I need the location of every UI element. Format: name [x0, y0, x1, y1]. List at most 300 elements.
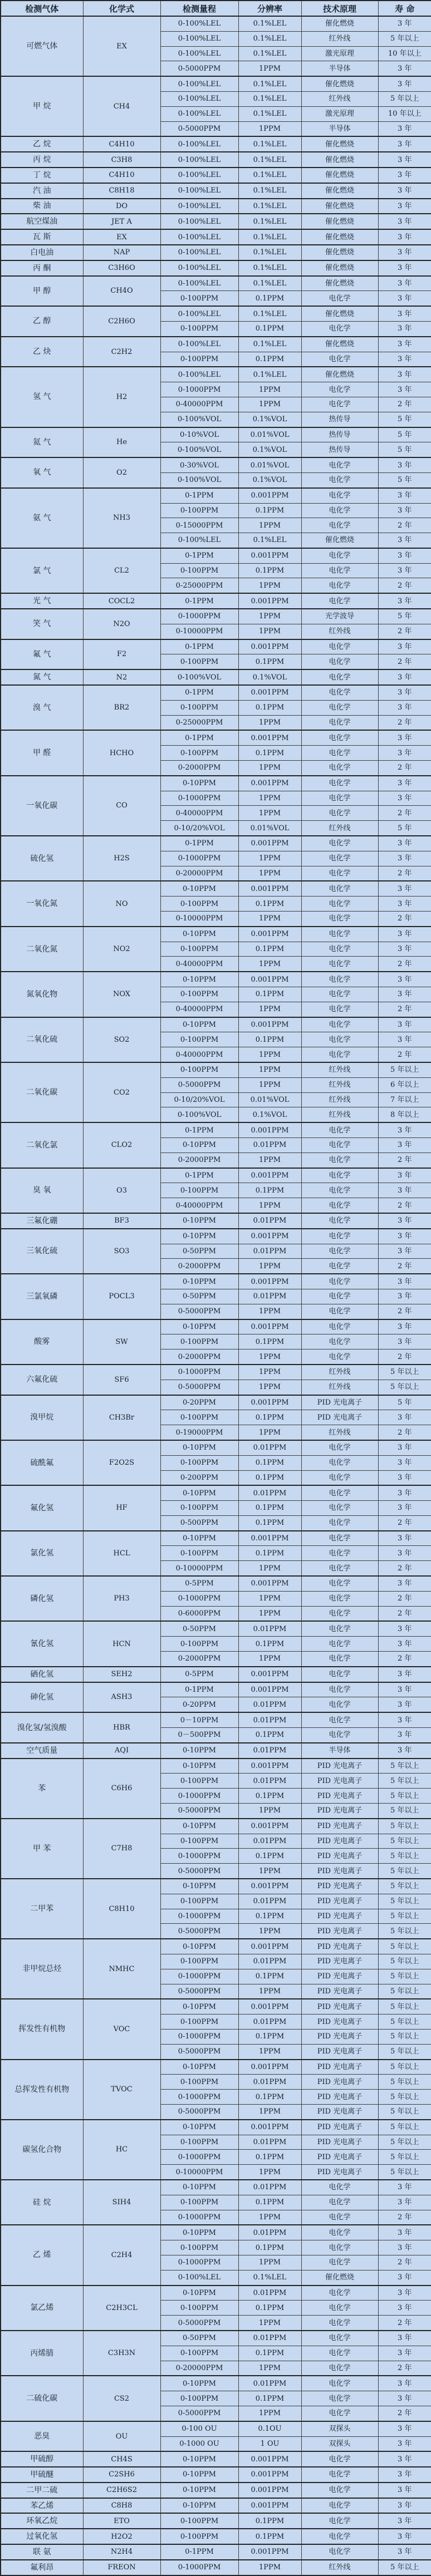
- gas-name-cell: 臭 氧: [1, 1168, 83, 1213]
- principle-cell: 电化学: [301, 1289, 378, 1304]
- principle-cell: 电化学: [301, 1531, 378, 1546]
- principle-cell: 电化学: [301, 2195, 378, 2210]
- lifespan-cell: 3 年: [378, 1183, 431, 1198]
- principle-cell: 电化学: [301, 2376, 378, 2391]
- gas-name-cell: 氮 气: [1, 669, 83, 685]
- lifespan-cell: 3 年: [378, 746, 431, 761]
- range-cell: 0-5000PPM: [160, 1984, 238, 1999]
- lifespan-cell: 5 年: [378, 821, 431, 836]
- gas-name-cell: 酸雾: [1, 1319, 83, 1365]
- principle-cell: 催化燃烧: [301, 168, 378, 183]
- resolution-cell: 1PPM: [238, 1077, 301, 1092]
- table-row: [1, 337, 431, 352]
- range-cell: 0-10PPM: [160, 1137, 238, 1152]
- lifespan-cell: 3 年: [378, 1485, 431, 1500]
- gas-name-cell: 恶臭: [1, 2421, 83, 2452]
- range-cell: 0-5000PPM: [160, 1864, 238, 1879]
- range-cell: 0-1000PPM: [160, 1789, 238, 1804]
- range-cell: 0-100PPM: [160, 1546, 238, 1561]
- gas-name-cell: 甲硫醇: [1, 2451, 83, 2467]
- lifespan-cell: 5 年以上: [378, 1380, 431, 1395]
- lifespan-cell: 5 年以上: [378, 1999, 431, 2014]
- range-cell: 0-2000PPM: [160, 761, 238, 776]
- lifespan-cell: 6 年以上: [378, 1077, 431, 1092]
- range-cell: 0-100%LEL: [160, 276, 238, 291]
- lifespan-cell: 3 年: [378, 548, 431, 563]
- principle-cell: PID 光电离子: [301, 1774, 378, 1789]
- principle-cell: 电化学: [301, 1198, 378, 1213]
- principle-cell: 电化学: [301, 1244, 378, 1259]
- resolution-cell: 0.1PPM: [238, 563, 301, 578]
- resolution-cell: 0.1PPM: [238, 1455, 301, 1470]
- table-row: [1, 1062, 431, 1077]
- lifespan-cell: 2 年: [378, 715, 431, 730]
- table-row: [1, 1213, 431, 1229]
- resolution-cell: 0.01PPM: [238, 1697, 301, 1712]
- formula-cell: C8H8: [83, 2498, 160, 2514]
- range-cell: 0-100PPM: [160, 2513, 238, 2529]
- lifespan-cell: 2 年: [378, 1002, 431, 1017]
- lifespan-cell: 3 年: [378, 306, 431, 321]
- range-cell: 0-10/20%VOL: [160, 821, 238, 836]
- principle-cell: 热传导: [301, 412, 378, 427]
- formula-cell: NAP: [83, 245, 160, 260]
- resolution-cell: 0.1PPM: [238, 1410, 301, 1425]
- table-row: [1, 836, 431, 851]
- table-row: [1, 685, 431, 700]
- principle-cell: 电化学: [301, 1032, 378, 1047]
- principle-cell: PID 光电离子: [301, 1819, 378, 1834]
- gas-name-cell: 硫酰氟: [1, 1440, 83, 1485]
- principle-cell: 电化学: [301, 2529, 378, 2544]
- formula-cell: CH3Br: [83, 1395, 160, 1440]
- resolution-cell: 0.01PPM: [238, 2135, 301, 2150]
- principle-cell: 电化学: [301, 1274, 378, 1289]
- principle-cell: PID 光电离子: [301, 1804, 378, 1819]
- resolution-cell: 0.1PPM: [238, 2090, 301, 2105]
- principle-cell: PID 光电离子: [301, 1410, 378, 1425]
- principle-cell: 双探头: [301, 2421, 378, 2436]
- principle-cell: 催化燃烧: [301, 229, 378, 245]
- resolution-cell: 0.001PPM: [238, 2467, 301, 2483]
- lifespan-cell: 2 年: [378, 1606, 431, 1621]
- resolution-cell: 0.1PPM: [238, 1849, 301, 1864]
- resolution-cell: 0.001PPM: [238, 2544, 301, 2560]
- formula-cell: TVOC: [83, 2060, 160, 2120]
- principle-cell: 电化学: [301, 881, 378, 896]
- resolution-cell: 0.1PPM: [238, 2391, 301, 2406]
- lifespan-cell: 3 年: [378, 229, 431, 245]
- formula-cell: F2O2S: [83, 1440, 160, 1485]
- table-row: [1, 593, 431, 609]
- gas-name-cell: 碳氢化合物: [1, 2120, 83, 2180]
- gas-name-cell: 乙 炔: [1, 337, 83, 367]
- lifespan-cell: 5 年以上: [378, 1879, 431, 1894]
- resolution-cell: 0.1%LEL: [238, 306, 301, 321]
- principle-cell: 电化学: [301, 866, 378, 881]
- principle-cell: 红外线: [301, 1107, 378, 1122]
- principle-cell: 电化学: [301, 1667, 378, 1682]
- range-cell: 0-1000PPM: [160, 1969, 238, 1984]
- lifespan-cell: 3 年: [378, 1017, 431, 1032]
- table-row: [1, 2225, 431, 2240]
- resolution-cell: 0.01PPM: [238, 2180, 301, 2195]
- resolution-cell: 1PPM: [238, 1804, 301, 1819]
- lifespan-cell: 3 年: [378, 987, 431, 1002]
- formula-cell: SIH4: [83, 2180, 160, 2225]
- formula-cell: NO: [83, 881, 160, 926]
- range-cell: 0-10PPM: [160, 776, 238, 791]
- range-cell: 0-1000PPM: [160, 382, 238, 397]
- formula-cell: CLO2: [83, 1122, 160, 1168]
- formula-cell: NMHC: [83, 1939, 160, 1999]
- gas-name-cell: 甲 醇: [1, 276, 83, 307]
- lifespan-cell: 3 年: [378, 836, 431, 851]
- formula-cell: C2H4: [83, 2225, 160, 2285]
- principle-cell: 电化学: [301, 1440, 378, 1455]
- range-cell: 0-100%LEL: [160, 152, 238, 168]
- range-cell: 0-40000PPM: [160, 1198, 238, 1213]
- principle-cell: 电化学: [301, 563, 378, 578]
- resolution-cell: 1PPM: [238, 912, 301, 927]
- range-cell: 0-20000PPM: [160, 2361, 238, 2376]
- range-cell: 0-1000PPM: [160, 851, 238, 866]
- table-row: [1, 229, 431, 245]
- principle-cell: PID 光电离子: [301, 1909, 378, 1924]
- range-cell: 0-100%LEL: [160, 337, 238, 352]
- range-cell: 0-100 OU: [160, 2421, 238, 2436]
- gas-name-cell: 二甲苯: [1, 1879, 83, 1939]
- lifespan-cell: 3 年: [378, 1728, 431, 1743]
- range-cell: 0-100PPM: [160, 1410, 238, 1425]
- resolution-cell: 0.1PPM: [238, 321, 301, 336]
- range-cell: 0-10PPM: [160, 2120, 238, 2135]
- range-cell: 0-19000PPM: [160, 1425, 238, 1440]
- resolution-cell: 1PPM: [238, 1365, 301, 1380]
- resolution-cell: 0.1%LEL: [238, 260, 301, 276]
- resolution-cell: 0.001PPM: [238, 1667, 301, 1682]
- range-cell: 0-40000PPM: [160, 397, 238, 412]
- gas-name-cell: 甲 醛: [1, 730, 83, 775]
- range-cell: 0-5000PPM: [160, 2406, 238, 2421]
- resolution-cell: 0.001PPM: [238, 1122, 301, 1137]
- range-cell: 0-100%LEL: [160, 16, 238, 31]
- gas-name-cell: 硒化氢: [1, 1667, 83, 1682]
- principle-cell: 电化学: [301, 746, 378, 761]
- resolution-cell: 1PPM: [238, 2316, 301, 2331]
- range-cell: 0-5000PPM: [160, 2044, 238, 2059]
- resolution-cell: 0.1PPM: [238, 1637, 301, 1652]
- range-cell: 0-1000PPM: [160, 2090, 238, 2105]
- resolution-cell: 0.1%LEL: [238, 199, 301, 214]
- lifespan-cell: 3 年: [378, 1455, 431, 1470]
- principle-cell: PID 光电离子: [301, 2104, 378, 2119]
- lifespan-cell: 3 年: [378, 152, 431, 168]
- formula-cell: SO2: [83, 1017, 160, 1062]
- resolution-cell: 0.001PPM: [238, 1819, 301, 1834]
- resolution-cell: 1PPM: [238, 624, 301, 639]
- range-cell: 0-100PPM: [160, 2529, 238, 2544]
- formula-cell: C2SH6: [83, 2467, 160, 2483]
- table-row: [1, 639, 431, 654]
- lifespan-cell: 5 年以上: [378, 2075, 431, 2090]
- formula-cell: HC: [83, 2120, 160, 2180]
- range-cell: 0-100%LEL: [160, 2270, 238, 2285]
- principle-cell: 电化学: [301, 2406, 378, 2421]
- formula-cell: CO2: [83, 1062, 160, 1122]
- principle-cell: 电化学: [301, 1334, 378, 1349]
- principle-cell: 电化学: [301, 987, 378, 1002]
- principle-cell: PID 光电离子: [301, 2075, 378, 2090]
- lifespan-cell: 2 年: [378, 1152, 431, 1168]
- range-cell: 0-100%LEL: [160, 245, 238, 260]
- lifespan-cell: 2 年: [378, 1304, 431, 1319]
- resolution-cell: 1PPM: [238, 382, 301, 397]
- range-cell: 0-1000PPM: [160, 1365, 238, 1380]
- range-cell: 0-100PPM: [160, 2391, 238, 2406]
- resolution-cell: 0.001PPM: [238, 488, 301, 503]
- table-row: [1, 669, 431, 685]
- principle-cell: PID 光电离子: [301, 1834, 378, 1849]
- lifespan-cell: 3 年: [378, 291, 431, 306]
- lifespan-cell: 3 年: [378, 1667, 431, 1682]
- lifespan-cell: 3 年: [378, 1682, 431, 1697]
- principle-cell: 电化学: [301, 851, 378, 866]
- resolution-cell: 0.001PPM: [238, 1879, 301, 1894]
- resolution-cell: 0.01PPM: [238, 1954, 301, 1969]
- lifespan-cell: 2 年: [378, 1198, 431, 1213]
- lifespan-cell: 3 年: [378, 563, 431, 578]
- table-row: [1, 2467, 431, 2483]
- principle-cell: 电化学: [301, 397, 378, 412]
- formula-cell: H2: [83, 367, 160, 427]
- lifespan-cell: 3 年: [378, 1743, 431, 1759]
- principle-cell: 催化燃烧: [301, 152, 378, 168]
- range-cell: 0-10PPM: [160, 2498, 238, 2514]
- range-cell: 0-10PPM: [160, 1319, 238, 1334]
- resolution-cell: 0.01PPM: [238, 1774, 301, 1789]
- lifespan-cell: 5 年以上: [378, 1939, 431, 1954]
- range-cell: 0-10PPM: [160, 2451, 238, 2467]
- range-cell: 0-100PPM: [160, 2301, 238, 2316]
- range-cell: 0-5000PPM: [160, 2104, 238, 2119]
- lifespan-cell: 3 年: [378, 593, 431, 609]
- formula-cell: C7H8: [83, 1819, 160, 1879]
- gas-name-cell: 光 气: [1, 593, 83, 609]
- principle-cell: 电化学: [301, 2498, 378, 2514]
- principle-cell: 电化学: [301, 2316, 378, 2331]
- resolution-cell: 0.1PPM: [238, 987, 301, 1002]
- range-cell: 0-100PPM: [160, 352, 238, 367]
- table-row: [1, 1879, 431, 1894]
- formula-cell: C2H6O: [83, 306, 160, 337]
- gas-name-cell: 硅 烷: [1, 2180, 83, 2225]
- table-row: [1, 1274, 431, 1289]
- lifespan-cell: 5 年以上: [378, 1924, 431, 1939]
- lifespan-cell: 2 年: [378, 1425, 431, 1440]
- table-row: [1, 730, 431, 745]
- formula-cell: C8H10: [83, 1879, 160, 1939]
- principle-cell: 电化学: [301, 2391, 378, 2406]
- principle-cell: PID 光电离子: [301, 2060, 378, 2075]
- table-row: [1, 1122, 431, 1137]
- resolution-cell: 1 OU: [238, 2436, 301, 2451]
- range-cell: 0-500PPM: [160, 1515, 238, 1530]
- lifespan-cell: 3 年: [378, 942, 431, 957]
- formula-cell: SEH2: [83, 1667, 160, 1682]
- lifespan-cell: 5 年以上: [378, 1789, 431, 1804]
- lifespan-cell: 5 年以上: [378, 2029, 431, 2044]
- range-cell: 0-100PPM: [160, 563, 238, 578]
- formula-cell: ETO: [83, 2513, 160, 2529]
- range-cell: 0-100PPM: [160, 700, 238, 715]
- resolution-cell: 1PPM: [238, 2361, 301, 2376]
- range-cell: 0-10PPM: [160, 1939, 238, 1954]
- lifespan-cell: 3 年: [378, 2544, 431, 2560]
- table-row: [1, 1485, 431, 1500]
- principle-cell: 电化学: [301, 761, 378, 776]
- formula-cell: BF3: [83, 1213, 160, 1229]
- lifespan-cell: 3 年: [378, 2498, 431, 2514]
- principle-cell: 电化学: [301, 2451, 378, 2467]
- principle-cell: 电化学: [301, 2301, 378, 2316]
- principle-cell: PID 光电离子: [301, 2135, 378, 2150]
- principle-cell: 电化学: [301, 1152, 378, 1168]
- column-header: 寿 命: [378, 1, 431, 16]
- principle-cell: 激光原理: [301, 46, 378, 61]
- gas-name-cell: 氢 气: [1, 367, 83, 427]
- table-row: [1, 245, 431, 260]
- principle-cell: 热传导: [301, 427, 378, 442]
- table-row: [1, 1365, 431, 1380]
- range-cell: 0-10PPM: [160, 2060, 238, 2075]
- principle-cell: PID 光电离子: [301, 2120, 378, 2135]
- range-cell: 0-100%VOL: [160, 442, 238, 457]
- resolution-cell: 0.001PPM: [238, 1939, 301, 1954]
- resolution-cell: 0.1PPM: [238, 700, 301, 715]
- resolution-cell: 0.01PPM: [238, 2286, 301, 2301]
- resolution-cell: 0.1PPM: [238, 1546, 301, 1561]
- gas-name-cell: 氦 气: [1, 427, 83, 458]
- range-cell: 0-10PPM: [160, 881, 238, 896]
- lifespan-cell: 3 年: [378, 1032, 431, 1047]
- principle-cell: 电化学: [301, 2240, 378, 2255]
- lifespan-cell: 5 年: [378, 427, 431, 442]
- resolution-cell: 0.01PPM: [238, 2225, 301, 2240]
- principle-cell: 电化学: [301, 1168, 378, 1183]
- principle-cell: 电化学: [301, 1728, 378, 1743]
- resolution-cell: 0.1PPM: [238, 1501, 301, 1516]
- resolution-cell: 1PPM: [238, 2104, 301, 2119]
- resolution-cell: 0.01PPM: [238, 2075, 301, 2090]
- lifespan-cell: 3 年: [378, 1697, 431, 1712]
- gas-name-cell: 瓦 斯: [1, 229, 83, 245]
- formula-cell: ASH3: [83, 1682, 160, 1713]
- principle-cell: 电化学: [301, 2331, 378, 2346]
- resolution-cell: 0.1%LEL: [238, 229, 301, 245]
- table-body: [1, 16, 431, 2575]
- formula-cell: C2H6S2: [83, 2483, 160, 2498]
- range-cell: 0-10/20%VOL: [160, 1092, 238, 1107]
- table-row: [1, 1017, 431, 1032]
- principle-cell: 电化学: [301, 457, 378, 472]
- lifespan-cell: 5 年以上: [378, 1365, 431, 1380]
- principle-cell: 电化学: [301, 1515, 378, 1530]
- table-row: [1, 1682, 431, 1697]
- lifespan-cell: 5 年以上: [378, 2090, 431, 2105]
- range-cell: 0-100PPM: [160, 2240, 238, 2255]
- resolution-cell: 0.01PPM: [238, 1244, 301, 1259]
- lifespan-cell: 3 年: [378, 1289, 431, 1304]
- gas-name-cell: 氟 气: [1, 639, 83, 670]
- formula-cell: C3H8: [83, 152, 160, 168]
- resolution-cell: 0.01PPM: [238, 1834, 301, 1849]
- lifespan-cell: 3 年: [378, 1334, 431, 1349]
- formula-cell: C3H3N: [83, 2331, 160, 2376]
- range-cell: 0-100%VOL: [160, 1107, 238, 1122]
- gas-name-cell: 过氧化氢: [1, 2529, 83, 2544]
- resolution-cell: 0.001PPM: [238, 1759, 301, 1774]
- gas-name-cell: 苯: [1, 1759, 83, 1819]
- formula-cell: HCN: [83, 1621, 160, 1666]
- formula-cell: C4H10: [83, 168, 160, 183]
- gas-name-cell: 乙 醇: [1, 306, 83, 337]
- lifespan-cell: 5 年以上: [378, 2044, 431, 2059]
- table-row: [1, 1759, 431, 1774]
- formula-cell: H2S: [83, 836, 160, 881]
- resolution-cell: 0.01PPM: [238, 1289, 301, 1304]
- principle-cell: 催化燃烧: [301, 245, 378, 260]
- lifespan-cell: 2 年: [378, 2210, 431, 2225]
- lifespan-cell: 3 年: [378, 1470, 431, 1485]
- resolution-cell: 0.001PPM: [238, 927, 301, 942]
- range-cell: 0-5000PPM: [160, 1304, 238, 1319]
- lifespan-cell: 3 年: [378, 1168, 431, 1183]
- range-cell: 0-100PPM: [160, 1894, 238, 1909]
- range-cell: 0-1PPM: [160, 548, 238, 563]
- resolution-cell: 0.01%VOL: [238, 427, 301, 442]
- resolution-cell: 0.1PPM: [238, 942, 301, 957]
- lifespan-cell: 3 年: [378, 352, 431, 367]
- principle-cell: 电化学: [301, 488, 378, 503]
- principle-cell: 电化学: [301, 1712, 378, 1727]
- principle-cell: PID 光电离子: [301, 1395, 378, 1410]
- lifespan-cell: 3 年: [378, 1274, 431, 1289]
- range-cell: 0-100%LEL: [160, 533, 238, 548]
- principle-cell: 红外线: [301, 821, 378, 836]
- principle-cell: PID 光电离子: [301, 2044, 378, 2059]
- range-cell: 0-1PPM: [160, 2544, 238, 2560]
- range-cell: 0-100PPM: [160, 1774, 238, 1789]
- lifespan-cell: 2 年: [378, 624, 431, 639]
- lifespan-cell: 5 年: [378, 1395, 431, 1410]
- lifespan-cell: 3 年: [378, 337, 431, 352]
- resolution-cell: 0.1PPM: [238, 352, 301, 367]
- resolution-cell: 0.001PPM: [238, 2451, 301, 2467]
- lifespan-cell: 5 年以上: [378, 1984, 431, 1999]
- gas-name-cell: 二甲二硫: [1, 2483, 83, 2498]
- column-header: 技术原理: [301, 1, 378, 16]
- formula-cell: F2: [83, 639, 160, 670]
- formula-cell: AQI: [83, 1743, 160, 1759]
- resolution-cell: 0.1PPM: [238, 2301, 301, 2316]
- lifespan-cell: 3 年: [378, 1501, 431, 1516]
- lifespan-cell: 5 年以上: [378, 1894, 431, 1909]
- resolution-cell: 0.1%LEL: [238, 367, 301, 382]
- principle-cell: 红外线: [301, 1425, 378, 1440]
- resolution-cell: 0.1PPM: [238, 1470, 301, 1485]
- resolution-cell: 1PPM: [238, 2255, 301, 2270]
